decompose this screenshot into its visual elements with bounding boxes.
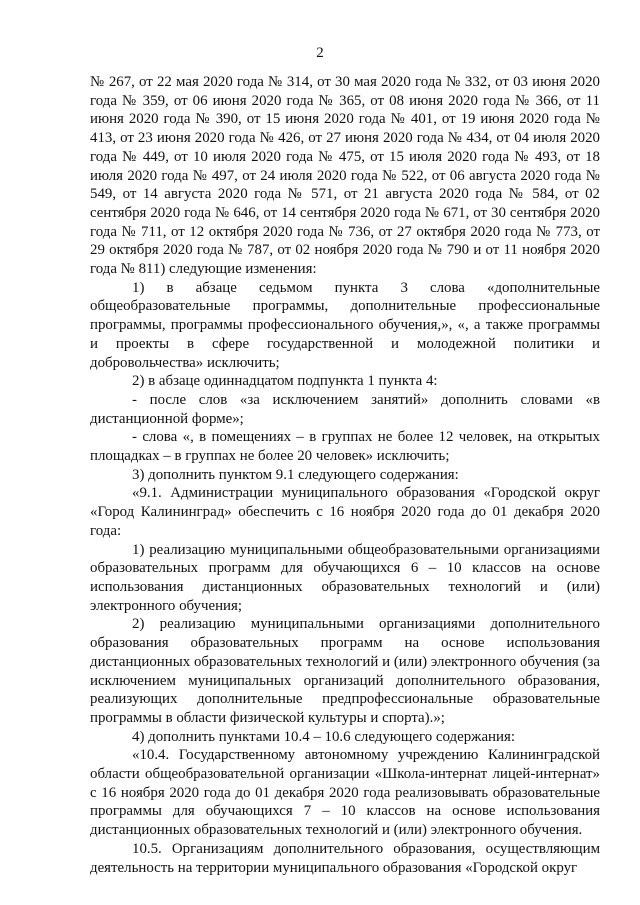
paragraph: 1) в абзаце седьмом пункта 3 слова «дополнительные общеобразовательные программы, дополнительные профессиональные программы, программы профессионального обучения,», «, а также программы и проекты в сфере государственной и молодежной политики и добровольчества» исключить; [90, 279, 600, 371]
paragraph: 2) в абзаце одиннадцатом подпункта 1 пункта 4: [132, 373, 438, 390]
paragraph: «9.1. Администрации муниципального образования «Городской округ «Город Калининград» обеспечить с 16 ноября 2020 года до 01 декабря 2020 года: [90, 485, 600, 539]
paragraph: - после слов «за исключением занятий» дополнить словами «в дистанционной форме»; [90, 391, 600, 427]
paragraph: - слова «, в помещениях – в группах не более 12 человек, на открытых площадках – в группах не более 20 человек» исключить; [90, 429, 600, 465]
paragraph: 4) дополнить пунктами 10.4 – 10.6 следующего содержания: [132, 728, 515, 745]
page-number: 2 [316, 45, 324, 61]
paragraph: «10.4. Государственному автономному учреждению Калининградской области общеобразовательной организации «Школа-интернат лицей-интернат» с 16 ноября 2020 года до 01 декабря 2020 года реализовывать образовательные программы для обучающихся 7 – 10 классов на основе использования дистанционных образовательных технологий и (или) электронного обучения. [90, 747, 600, 839]
paragraph: 3) дополнить пунктом 9.1 следующего содержания: [132, 466, 459, 483]
document-body [90, 73, 600, 877]
paragraph: 10.5. Организациям дополнительного образования, осуществляющим деятельность на территории муниципального образования «Городской округ [90, 840, 600, 876]
paragraph: 1) реализацию муниципальными общеобразовательными организациями образовательных программ для обучающихся 6 – 10 классов на основе использования дистанционных образовательных технологий и (или) электронного обучения; [90, 541, 600, 614]
paragraph: № 267, от 22 мая 2020 года № 314, от 30 мая 2020 года № 332, от 03 июня 2020 года № 359, от 06 июня 2020 года № 365, от 08 июня 2020 года № 366, от 11 июня 2020 года № 390, от 15 июня 2020 года № 401, от 19 июня 2020 года № 413, от 23 июня 2020 года № 426, от 27 июня 2020 года № 434, от 04 июля 2020 года № 449, от 10 июля 2020 года № 475, от 15 июля 2020 года № 493, от 18 июля 2020 года № 497, от 24 июля 2020 года № 522, от 06 августа 2020 года № 549, от 14 августа 2020 года № 571, от 21 августа 2020 года № 584, от 02 сентября 2020 года № 646, от 14 сентября 2020 года № 671, от 30 сентября 2020 года № 711, от 12 октября 2020 года № 736, от 27 октября 2020 года № 773, от 29 октября 2020 года № 787, от 02 ноября 2020 года № 790 и от 11 ноября 2020 года № 811) следующие изменения: [90, 74, 600, 278]
paragraph: 2) реализацию муниципальными организациями дополнительного образования образовательных программ на основе использования дистанционных образовательных технологий и (или) электронного обучения (за исключением муниципальных организаций дополнительного образования, реализующих дополнительные предпрофессиональные образовательные программы в области физической культуры и спорта).»; [90, 616, 600, 726]
